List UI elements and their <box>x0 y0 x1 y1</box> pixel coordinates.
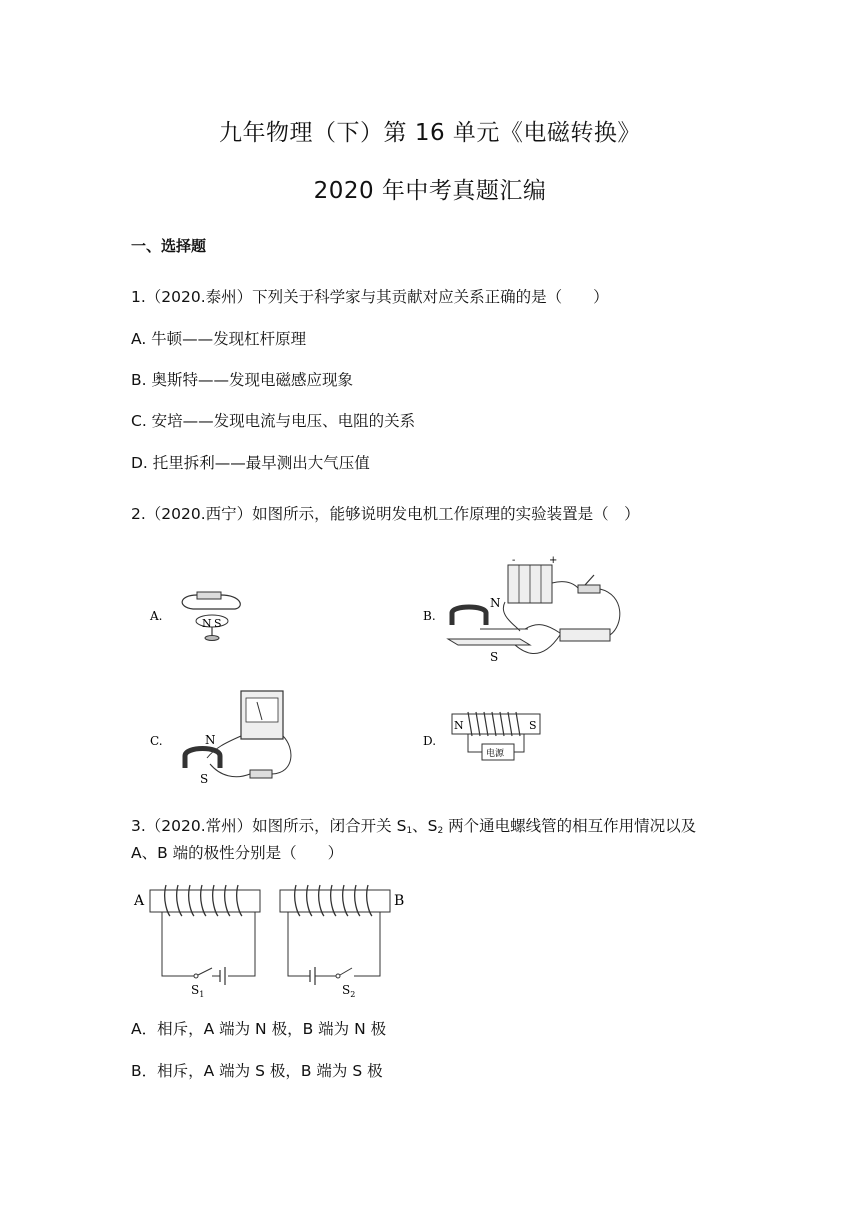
switch-icon <box>250 770 272 778</box>
rheostat-icon <box>560 629 610 641</box>
section-heading: 一、选择题 <box>131 237 207 255</box>
figure-2b-generator <box>420 555 635 675</box>
figure-2a-oersted <box>145 585 245 645</box>
wire-icon <box>197 592 221 599</box>
battery-plus-label: + <box>549 555 558 566</box>
question-2-stem: 2.（2020.西宁）如图所示，能够说明发电机工作原理的实验装置是（ ） <box>131 505 640 523</box>
horseshoe-magnet-icon <box>185 749 220 769</box>
compass-s-label: S <box>214 617 222 630</box>
solenoid-s-label: S <box>529 719 537 732</box>
question-3-stem-line-2: A、B 端的极性分别是（ ） <box>131 844 344 862</box>
question-1-option-b: B. 奥斯特——发现电磁感应现象 <box>131 371 353 389</box>
figure-3-solenoids <box>130 880 410 1000</box>
magnet-s-label: S <box>490 650 499 664</box>
switch-icon <box>578 585 600 593</box>
horseshoe-magnet-icon <box>452 607 486 625</box>
figure-2b-label: B. <box>423 609 436 623</box>
solenoid-n-label: N <box>454 719 464 732</box>
magnet-n-label: N <box>205 733 216 747</box>
document-title: 九年物理（下）第 16 单元《电磁转换》 <box>219 120 641 146</box>
question-1-stem: 1.（2020.泰州）下列关于科学家与其贡献对应关系正确的是（ ） <box>131 288 609 306</box>
question-1-option-c: C. 安培——发现电流与电压、电阻的关系 <box>131 412 416 430</box>
switch-1-label: $S_1$ <box>191 983 205 999</box>
solenoid-icon <box>452 714 540 734</box>
question-3-stem: 3.（2020.常州）如图所示，闭合开关 $S_1$、$S_2$ 两个通电螺线管的相互作用情况以及 <box>131 817 697 836</box>
end-b-label: B <box>394 893 405 909</box>
figure-2c-label: C. <box>150 734 163 748</box>
magnet-s-label: S <box>200 772 209 786</box>
figure-2d-label: D. <box>423 734 437 748</box>
compass-n-label: N <box>202 617 212 630</box>
magnet-n-label: N <box>490 596 501 610</box>
power-supply-label: 电源 <box>486 749 505 759</box>
question-1-option-a: A. 牛顿——发现杠杆原理 <box>131 330 307 348</box>
question-3-option-b: B．相斥，A 端为 S 极，B 端为 S 极 <box>131 1062 383 1080</box>
figure-2d-solenoid <box>420 710 555 770</box>
switch-2-label: $S_2$ <box>342 983 356 999</box>
document-subtitle: 2020 年中考真题汇编 <box>313 178 547 204</box>
question-1-option-d: D. 托里拆利——最早测出大气压值 <box>131 454 370 472</box>
battery-minus-label: - <box>512 555 516 566</box>
end-a-label: A <box>134 893 145 909</box>
question-3-option-a: A．相斥，A 端为 N 极，B 端为 N 极 <box>131 1020 387 1038</box>
figure-2c-induction <box>145 688 295 788</box>
figure-2a-label: A. <box>150 609 163 623</box>
